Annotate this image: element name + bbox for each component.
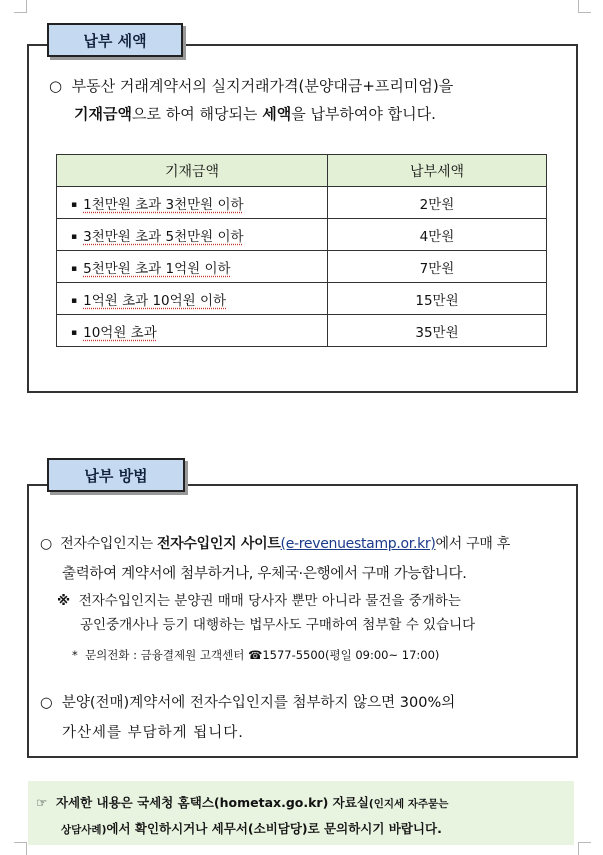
corner-mark-bottom-right	[578, 842, 591, 855]
pointing-hand-icon: ☞	[36, 795, 48, 810]
table-row	[57, 187, 547, 219]
note-line1: ※ 전자수입인지는 분양권 매매 당사자 뿐만 아니라 물건을 중개하는	[57, 593, 461, 609]
square-bullet: ▪	[71, 263, 78, 274]
tax-value: 7만원	[328, 251, 547, 283]
amount-range: 10억원 초과	[83, 324, 157, 341]
corner-mark-bottom-left	[14, 842, 27, 855]
square-bullet: ▪	[71, 231, 78, 242]
phone-icon: ☎	[247, 648, 263, 662]
footer-line2: 상담사례)에서 확인하시거나 세무서(소비담당)로 문의하시기 바랍니다.	[61, 821, 442, 836]
footer-line1: ☞ 자세한 내용은 국세청 홈택스(hometax.go.kr) 자료실(인지세 자주묻는	[36, 795, 449, 810]
method-para2-line2: 가산세를 부담하게 됩니다.	[62, 725, 244, 741]
tax-value: 15만원	[328, 283, 547, 315]
amount-range: 1억원 초과 10억원 이하	[83, 292, 227, 309]
hometax-link[interactable]: (hometax.go.kr)	[213, 795, 329, 810]
circle-bullet: ○	[40, 695, 53, 711]
tax-intro-line2: 기재금액으로 하여 해당되는 세액을 납부하여야 합니다.	[74, 105, 436, 123]
table-row	[57, 283, 547, 315]
header-declared-amount: 기재금액	[57, 155, 328, 187]
method-para2-line1: ○ 분양(전매)계약서에 전자수입인지를 첨부하지 않으면 300%의	[40, 695, 456, 711]
payment-method-section-title: 납부 방법	[47, 458, 185, 492]
square-bullet: ▪	[71, 295, 78, 306]
e-revenuestamp-link[interactable]: (e-revenuestamp.or.kr)	[280, 536, 436, 552]
corner-mark-top-left	[14, 0, 27, 13]
reference-mark: ※	[57, 593, 71, 609]
tax-value: 35만원	[328, 315, 547, 347]
amount-range: 5천만원 초과 1억원 이하	[83, 260, 231, 277]
tax-rate-table	[56, 154, 547, 347]
footer-note	[28, 781, 574, 845]
tax-value: 4만원	[328, 219, 547, 251]
method-para1-line1: ○ 전자수입인지는 전자수입인지 사이트(e-revenuestamp.or.kr)에서 구매 후	[40, 536, 510, 552]
amount-range: 1천만원 초과 3천만원 이하	[83, 196, 244, 213]
circle-bullet: ○	[40, 536, 52, 552]
header-tax-amount: 납부세액	[328, 155, 547, 187]
table-row	[57, 251, 547, 283]
contact-line: * 문의전화 : 금융결제원 고객센터 ☎1577-5500(평일 09:00~ 17:00)	[72, 648, 440, 662]
note-line2: 공인중개사나 등기 대행하는 법무사도 구매하여 첨부할 수 있습니다	[80, 617, 476, 633]
tax-value: 2만원	[328, 187, 547, 219]
amount-range: 3천만원 초과 5천만원 이하	[83, 228, 244, 245]
phone-number: 1577-5500(평일 09:00~ 17:00)	[262, 648, 440, 662]
table-row	[57, 219, 547, 251]
square-bullet: ▪	[71, 199, 78, 210]
circle-bullet: ○	[49, 77, 63, 95]
corner-mark-top-right	[578, 0, 591, 13]
tax-intro-line1: ○ 부동산 거래계약서의 실지거래가격(분양대금+프리미엄)을	[49, 77, 454, 95]
method-para1-line2: 출력하여 계약서에 첨부하거나, 우체국·은행에서 구매 가능합니다.	[62, 566, 467, 582]
square-bullet: ▪	[71, 327, 78, 338]
tax-amount-section-title: 납부 세액	[47, 23, 183, 57]
table-header-row	[57, 155, 547, 187]
table-row	[57, 315, 547, 347]
